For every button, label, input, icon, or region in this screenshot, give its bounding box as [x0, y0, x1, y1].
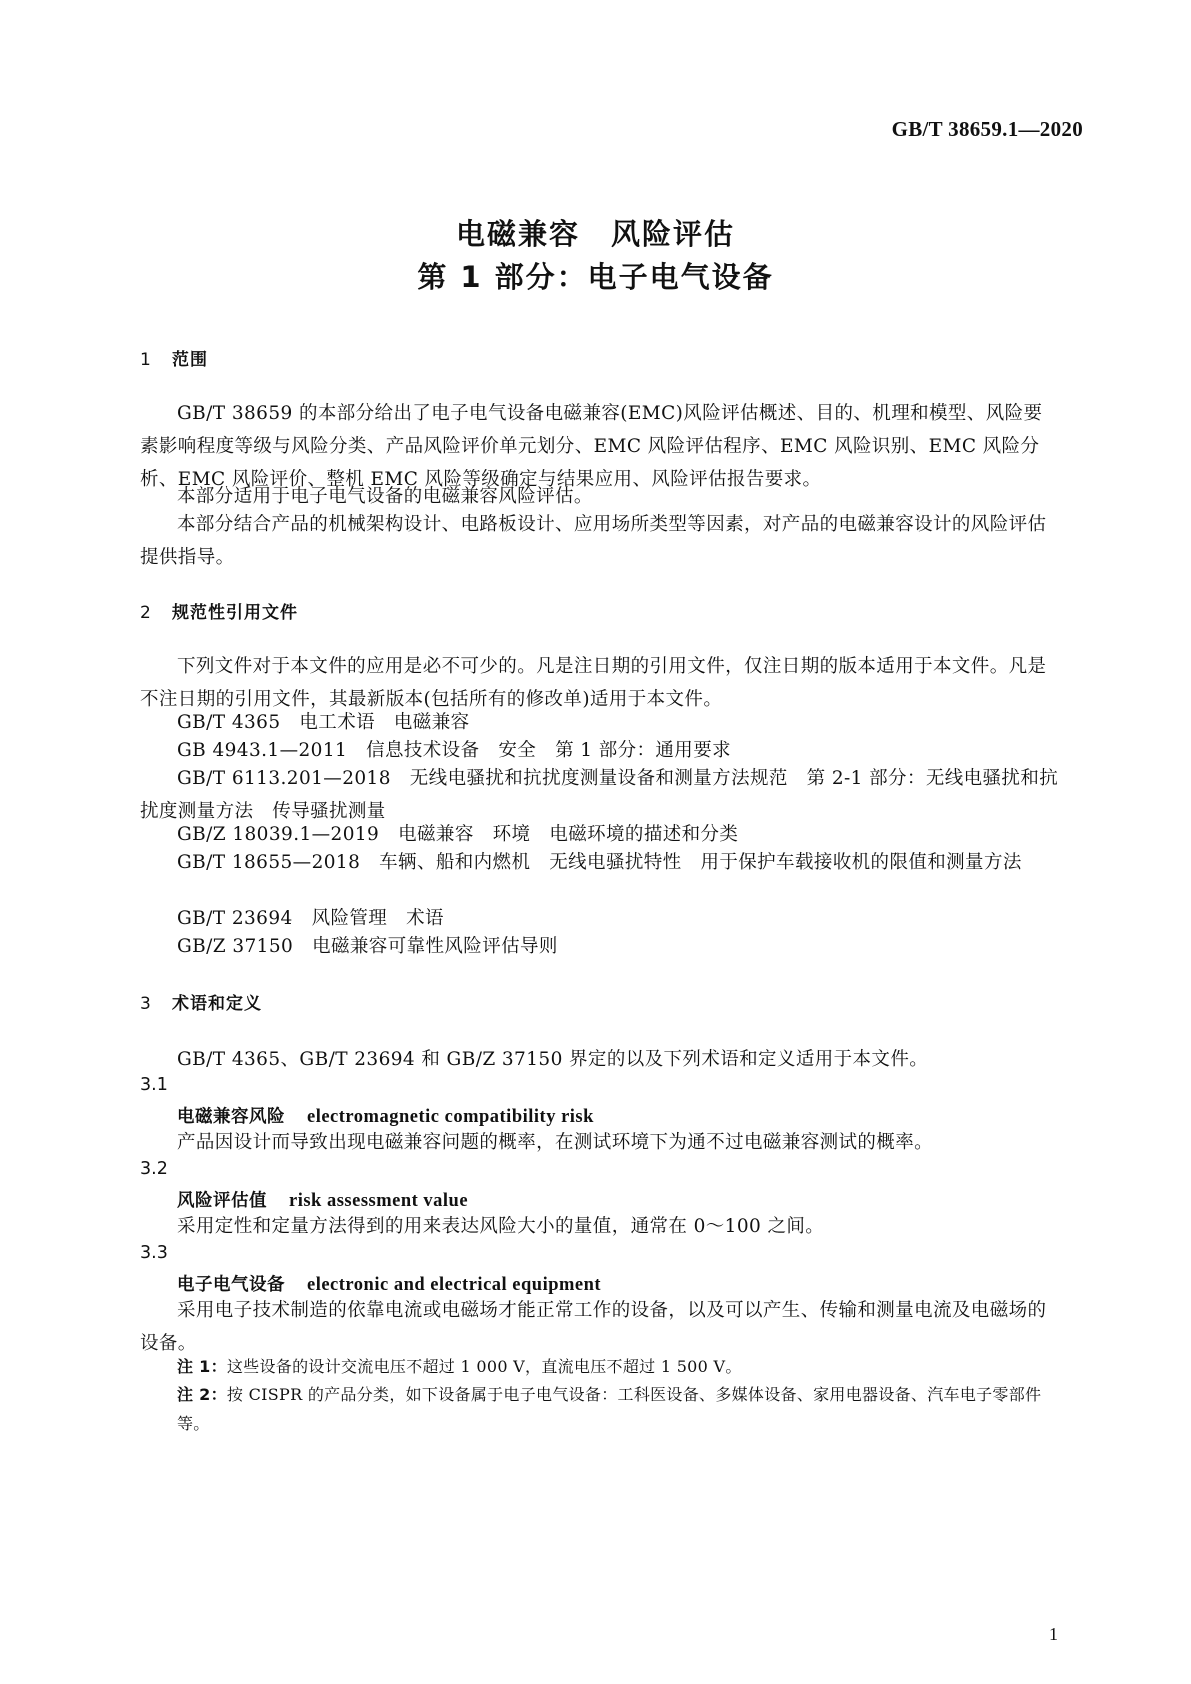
section-3-heading — [140, 989, 262, 1014]
reference-item: GB/Z 18039.1—2019 电磁兼容 环境 电磁环境的描述和分类 — [177, 824, 739, 845]
term-zh: 风险评估值 — [177, 1191, 267, 1211]
section-1-heading — [140, 345, 208, 370]
note-label: 注 1： — [177, 1357, 227, 1376]
section-number: 3 — [140, 994, 152, 1014]
document-title-line2: 第 1 部分：电子电气设备 — [417, 260, 774, 294]
standard-number: GB/T 38659.1—2020 — [891, 117, 1083, 141]
section-3-intro: GB/T 4365、GB/T 23694 和 GB/Z 37150 界定的以及下列术语和定义适用于本文件。 — [177, 1049, 929, 1070]
reference-item: GB 4943.1—2011 信息技术设备 安全 第 1 部分：通用要求 — [177, 740, 731, 761]
document-title-line1: 电磁兼容 风险评估 — [455, 217, 735, 251]
section-1-paragraph-2: 本部分适用于电子电气设备的电磁兼容风险评估。 — [177, 486, 593, 507]
section-title: 范围 — [172, 350, 208, 370]
section-1-paragraph-1: GB/T 38659 的本部分给出了电子电气设备电磁兼容(EMC)风险评估概述、目的、机理和模型、风险要素影响程度等级与风险分类、产品风险评价单元划分、EMC 风险评估程序、EMC 风险识别、EMC 风险分析、EMC 风险评价、整机 EMC 风险等级确定与结果应用、风险评估报告要求。 — [140, 403, 1043, 490]
term-en: electronic and electrical equipment — [307, 1275, 602, 1295]
reference-item: GB/T 18655—2018 车辆、船和内燃机 无线电骚扰特性 用于保护车载接收机的限值和测量方法 — [177, 852, 1022, 873]
note-label: 注 2： — [177, 1385, 227, 1404]
section-title: 术语和定义 — [172, 994, 262, 1014]
term-definition: 采用电子技术制造的依靠电流或电磁场才能正常工作的设备，以及可以产生、传输和测量电流及电磁场的设备。 — [140, 1300, 1047, 1354]
reference-item: GB/T 23694 风险管理 术语 — [177, 908, 444, 929]
reference-item: GB/T 6113.201—2018 无线电骚扰和抗扰度测量设备和测量方法规范 第 2-1 部分：无线电骚扰和抗扰度测量方法 传导骚扰测量 — [140, 768, 1059, 822]
section-2-heading — [140, 598, 298, 623]
term-en: risk assessment value — [289, 1191, 469, 1211]
term-definition: 采用定性和定量方法得到的用来表达风险大小的量值，通常在 0～100 之间。 — [177, 1216, 825, 1237]
term-heading — [177, 1103, 594, 1128]
term-number: 3.3 — [140, 1243, 168, 1263]
term-en: electromagnetic compatibility risk — [307, 1107, 594, 1127]
term-number: 3.1 — [140, 1075, 168, 1095]
term-heading — [177, 1271, 601, 1296]
term-zh: 电磁兼容风险 — [177, 1107, 285, 1127]
term-number: 3.2 — [140, 1159, 168, 1179]
term-zh: 电子电气设备 — [177, 1275, 285, 1295]
reference-item: GB/Z 37150 电磁兼容可靠性风险评估导则 — [177, 936, 558, 957]
section-1-paragraph-3: 本部分结合产品的机械架构设计、电路板设计、应用场所类型等因素，对产品的电磁兼容设计的风险评估提供指导。 — [140, 514, 1047, 568]
term-heading — [177, 1187, 468, 1212]
reference-item: GB/T 4365 电工术语 电磁兼容 — [177, 712, 470, 733]
section-number: 1 — [140, 350, 152, 370]
note-2 — [177, 1380, 1060, 1438]
page-number: 1 — [1049, 1624, 1058, 1644]
note-text: 这些设备的设计交流电压不超过 1 000 V，直流电压不超过 1 500 V。 — [226, 1357, 742, 1376]
section-title: 规范性引用文件 — [172, 603, 298, 623]
term-definition: 产品因设计而导致出现电磁兼容问题的概率，在测试环境下为通不过电磁兼容测试的概率。 — [177, 1132, 934, 1153]
note-text: 按 CISPR 的产品分类，如下设备属于电子电气设备：工科医设备、多媒体设备、家用电器设备、汽车电子零部件等。 — [177, 1385, 1042, 1433]
section-number: 2 — [140, 603, 152, 623]
section-2-paragraph-1: 下列文件对于本文件的应用是必不可少的。凡是注日期的引用文件，仅注日期的版本适用于本文件。凡是不注日期的引用文件，其最新版本(包括所有的修改单)适用于本文件。 — [140, 656, 1047, 710]
note-1 — [177, 1352, 1060, 1381]
